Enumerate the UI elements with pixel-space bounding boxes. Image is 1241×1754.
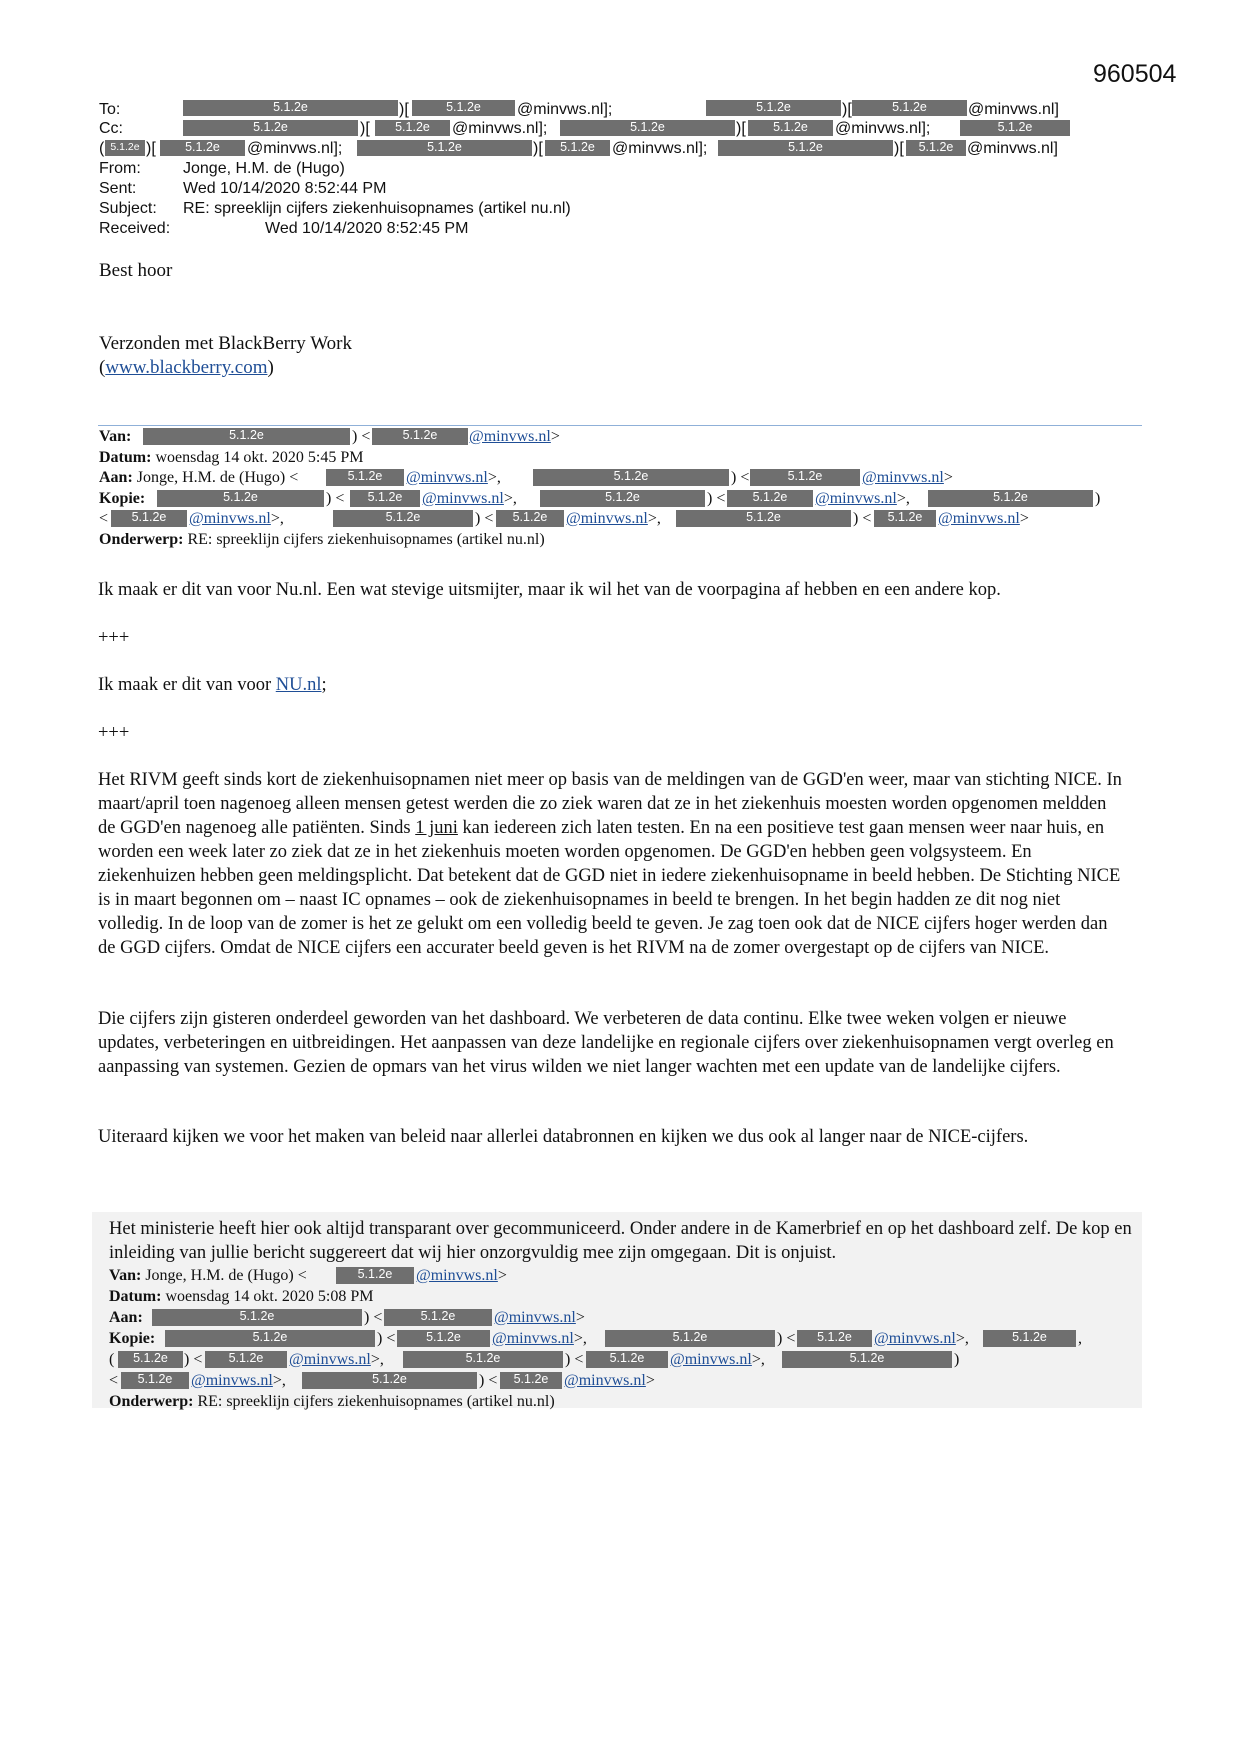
redaction: 5.1.2e (165, 1330, 375, 1347)
kopie2-label: Kopie: (109, 1330, 156, 1347)
redaction: 5.1.2e (118, 1351, 183, 1368)
redaction: 5.1.2e (586, 1351, 668, 1368)
bracket: ) < (352, 428, 371, 445)
redaction: 5.1.2e (336, 1267, 414, 1284)
redaction: 5.1.2e (183, 100, 398, 116)
redaction: 5.1.2e (496, 510, 564, 527)
from-label: From: (99, 160, 141, 177)
redaction: 5.1.2e (372, 428, 468, 445)
redaction: 5.1.2e (152, 1309, 362, 1326)
signature-link-line: (www.blackberry.com) (99, 357, 274, 378)
redaction: 5.1.2e (105, 140, 145, 156)
redaction: 5.1.2e (545, 140, 610, 156)
redaction: 5.1.2e (205, 1351, 287, 1368)
redaction: 5.1.2e (906, 140, 966, 156)
received-value: Wed 10/14/2020 8:52:45 PM (265, 220, 469, 237)
redaction: 5.1.2e (676, 510, 851, 527)
redaction: 5.1.2e (748, 120, 833, 136)
to-email-1: @minvws.nl]; (517, 101, 613, 118)
redaction: 5.1.2e (540, 490, 705, 507)
subject-label: Subject: (99, 200, 157, 217)
sent-value: Wed 10/14/2020 8:52:44 PM (183, 180, 387, 197)
to-email-2: @minvws.nl] (968, 101, 1059, 118)
bracket: )[ (533, 140, 543, 157)
redaction: 5.1.2e (928, 490, 1093, 507)
redaction: 5.1.2e (533, 469, 729, 486)
bracket: )[ (736, 120, 746, 137)
van-email: @minvws.nl> (469, 428, 560, 445)
redaction: 5.1.2e (500, 1372, 562, 1389)
redaction: 5.1.2e (397, 1330, 490, 1347)
van2-line: Van: Jonge, H.M. de (Hugo) < (109, 1267, 307, 1284)
redaction: 5.1.2e (302, 1372, 477, 1389)
nu-link[interactable]: NU.nl (275, 675, 322, 695)
redaction: 5.1.2e (403, 1351, 563, 1368)
redaction: 5.1.2e (560, 120, 735, 136)
cc-label: Cc: (99, 120, 123, 137)
redaction: 5.1.2e (750, 469, 860, 486)
cc2-email-3: @minvws.nl] (967, 140, 1058, 157)
bracket: )[ (842, 101, 852, 118)
blackberry-link[interactable]: www.blackberry.com (105, 357, 268, 378)
body-paragraph-2: Ik maak er dit van voor NU.nl; (98, 675, 327, 695)
redaction: 5.1.2e (326, 469, 404, 486)
document-number: 960504 (1093, 60, 1177, 88)
signature-line: Verzonden met BlackBerry Work (99, 333, 352, 354)
aan2-label: Aan: (109, 1309, 143, 1326)
kopie-label: Kopie: (99, 490, 146, 507)
reply-greeting: Best hoor (99, 260, 173, 281)
redaction: 5.1.2e (983, 1330, 1076, 1347)
bracket: )[ (146, 140, 156, 157)
body-paragraph-4: Die cijfers zijn gisteren onderdeel geworden van het dashboard. We verbeteren de data continu. Elke twee weken volgen er nieuwe updates, verbeteringen en uitbreidingen. Het aanpassen van deze landelijke en regionale cijfers over ziekenhuisopnamen vergt overleg en aanpassing van systemen. Gezien de opmars van het virus wilden we niet langer wachten met een update van de landelijke cijfers. (98, 1009, 1114, 1077)
redaction: 5.1.2e (160, 140, 245, 156)
bracket: ( (99, 140, 105, 157)
redaction: 5.1.2e (183, 120, 358, 136)
datum2-line: Datum: woensdag 14 okt. 2020 5:08 PM (109, 1288, 374, 1305)
aan-line: Aan: Jonge, H.M. de (Hugo) < (99, 469, 299, 486)
redaction: 5.1.2e (706, 100, 841, 116)
subject-value: RE: spreeklijn cijfers ziekenhuisopnames (artikel nu.nl) (183, 200, 571, 217)
bracket: )[ (894, 140, 904, 157)
redaction: 5.1.2e (111, 510, 187, 527)
bracket: )[ (399, 101, 409, 118)
received-label: Received: (99, 220, 171, 237)
onderwerp-line: Onderwerp: RE: spreeklijn cijfers ziekenhuisopnames (artikel nu.nl) (99, 531, 545, 548)
redaction: 5.1.2e (412, 100, 515, 116)
redaction: 5.1.2e (718, 140, 893, 156)
body-paragraph-1: Ik maak er dit van voor Nu.nl. Een wat stevige uitsmijter, maar ik wil het van de voorpagina af hebben en een andere kop. (98, 580, 1001, 600)
redaction: 5.1.2e (375, 120, 450, 136)
sent-label: Sent: (99, 180, 137, 197)
separator-plus: +++ (98, 723, 130, 743)
separator-line (98, 425, 1142, 426)
body-paragraph-3: Het RIVM geeft sinds kort de ziekenhuisopnamen niet meer op basis van de meldingen van de GGD'en weer, maar van stichting NICE. In maart/april toen nagenoeg alleen mensen getest werden die zo ziek waren dat ze in het ziekenhuis moesten worden opgenomen meldden de GGD'en nagenoeg alle patiënten. Sinds 1 juni kan iedereen zich laten testen. En na een positieve test gaan mensen weer naar huis, en worden een week later zo ziek dat ze in het ziekenhuis moeten worden opgenomen. De GGD'en hebben geen volgsysteem. En ziekenhuizen hebben geen meldingsplicht. Dat betekent dat de GGD niet in iedere ziekenhuisopname in beeld hebben. De Stichting NICE is in maart begonnen om – naast IC opnames – ook de ziekenhuisopnames in beeld te brengen. In het begin hadden ze dit nog niet volledig. In de loop van de zomer is het ze gelukt om een volledig beeld te geven. Je zag toen ook dat de NICE cijfers hoger werden dan de GGD cijfers. Omdat de NICE cijfers een accurater beeld geven is het RIVM na de zomer overgestapt op de cijfers van NICE. (98, 770, 1122, 958)
redaction: 5.1.2e (874, 510, 936, 527)
cc-email-1: @minvws.nl]; (452, 120, 548, 137)
redaction: 5.1.2e (852, 100, 967, 116)
redaction: 5.1.2e (727, 490, 813, 507)
body-paragraph-6: Het ministerie heeft hier ook altijd transparant over gecommuniceerd. Onder andere in de Kamerbrief en op het dashboard zelf. De kop en inleiding van jullie bericht suggereert dat wij hier onzorgvuldig mee zijn omgegaan. Dit is onjuist. (109, 1219, 1132, 1263)
redaction: 5.1.2e (384, 1309, 492, 1326)
cc-email-2: @minvws.nl]; (835, 120, 931, 137)
redaction: 5.1.2e (357, 140, 532, 156)
datum-line: Datum: woensdag 14 okt. 2020 5:45 PM (99, 449, 364, 466)
redaction: 5.1.2e (333, 510, 473, 527)
redaction: 5.1.2e (605, 1330, 775, 1347)
date-link: 1 juni (415, 818, 458, 838)
redaction: 5.1.2e (782, 1351, 952, 1368)
redaction: 5.1.2e (350, 490, 420, 507)
van-label: Van: (99, 428, 132, 445)
redaction: 5.1.2e (121, 1372, 189, 1389)
redaction: 5.1.2e (960, 120, 1070, 136)
cc2-email-2: @minvws.nl]; (612, 140, 708, 157)
from-value: Jonge, H.M. de (Hugo) (183, 160, 345, 177)
to-label: To: (99, 101, 121, 118)
redaction: 5.1.2e (143, 428, 350, 445)
redaction: 5.1.2e (157, 490, 324, 507)
body-paragraph-5: Uiteraard kijken we voor het maken van beleid naar allerlei databronnen en kijken we dus ook al langer naar de NICE-cijfers. (98, 1127, 1029, 1147)
onderwerp2-line: Onderwerp: RE: spreeklijn cijfers ziekenhuisopnames (artikel nu.nl) (109, 1393, 555, 1410)
cc2-email-1: @minvws.nl]; (247, 140, 343, 157)
separator-plus: +++ (98, 628, 130, 648)
bracket: )[ (360, 120, 370, 137)
redaction: 5.1.2e (797, 1330, 872, 1347)
